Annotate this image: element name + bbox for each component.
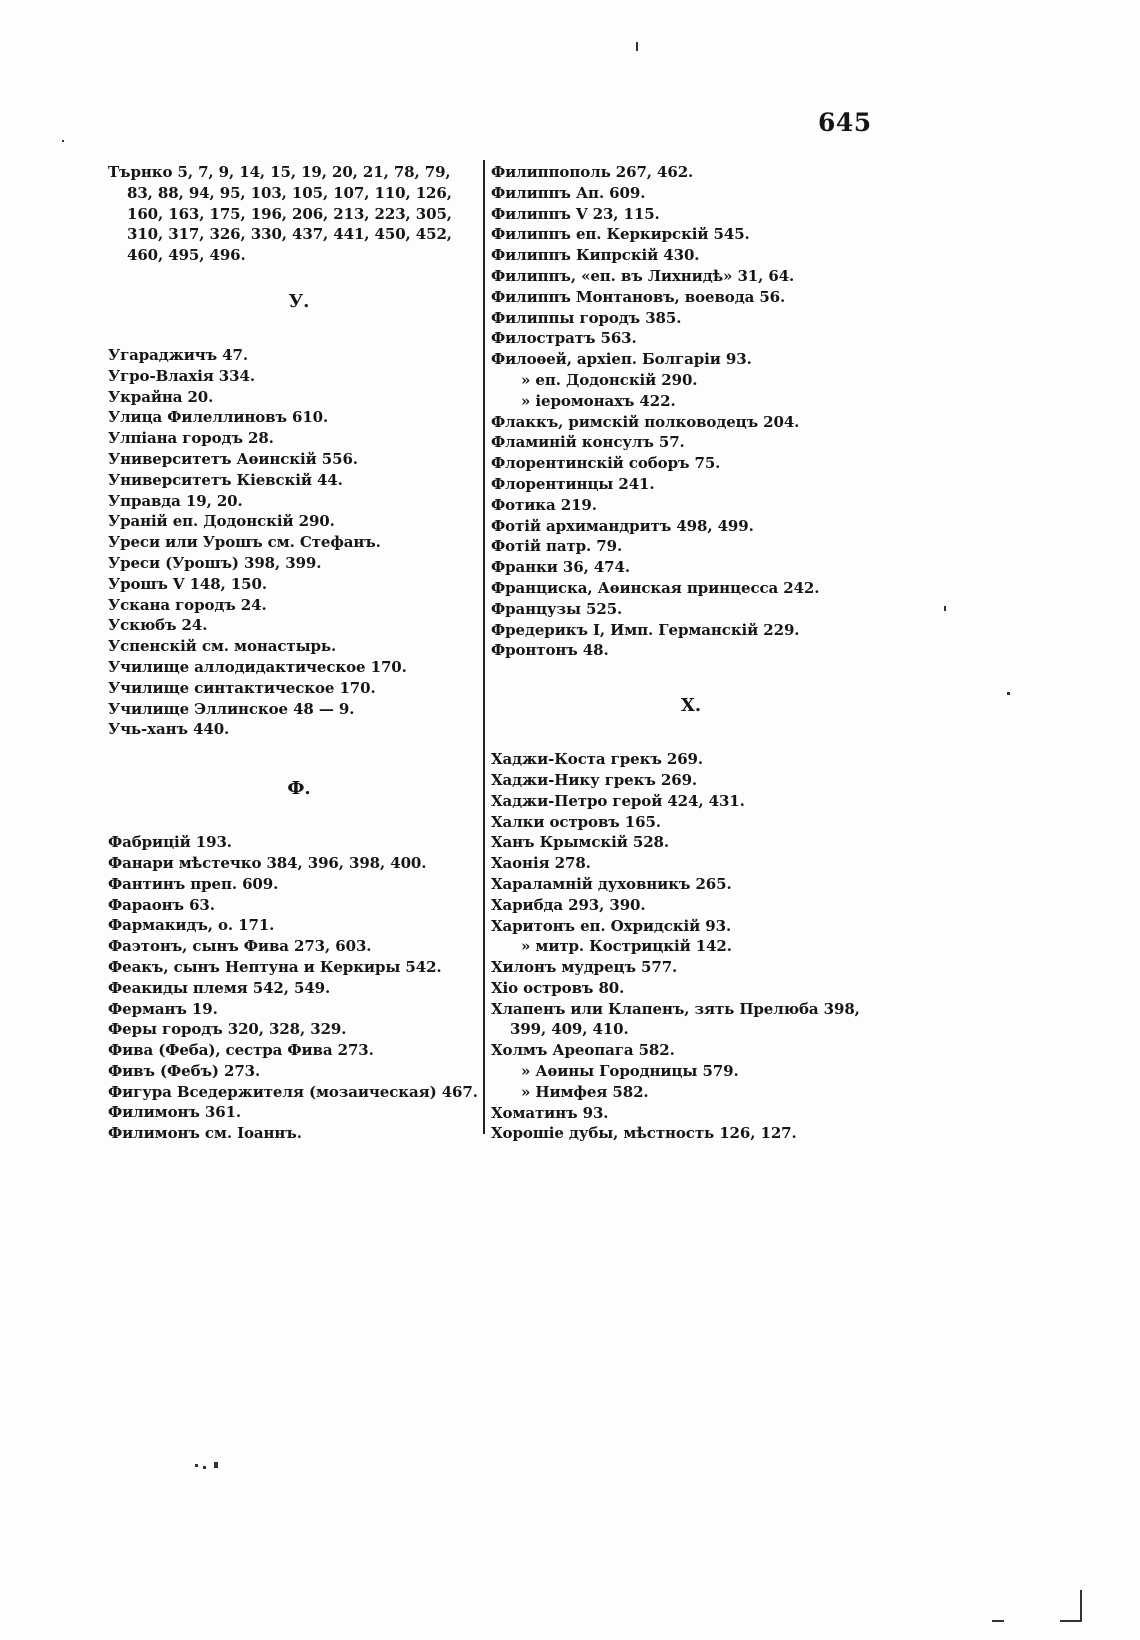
- index-entry-text: Халки островъ 165.: [491, 812, 661, 831]
- index-entry-text: Флорентинцы 241.: [491, 474, 655, 493]
- index-entry: [108, 407, 482, 428]
- index-entry: [491, 895, 891, 916]
- index-entry-text: Фигура Вседержителя (мозаическая) 467.: [108, 1082, 478, 1101]
- index-entry-text: Флаккъ, римскій полководецъ 204.: [491, 412, 800, 431]
- index-entry: [491, 749, 891, 770]
- index-entry-text: Фармакидъ, о. 171.: [108, 916, 275, 935]
- scan-speck: [1007, 692, 1010, 695]
- index-entry: [108, 1082, 482, 1103]
- index-entry-text: Хараламній духовникъ 265.: [491, 874, 732, 893]
- index-entry-text: Хлапенъ или Клапенъ, зять Прелюба 398,: [491, 999, 860, 1018]
- index-entry-text: Фантинъ преп. 609.: [108, 874, 279, 893]
- index-entry: [491, 812, 891, 833]
- index-entry: [108, 1061, 482, 1082]
- index-entry: [108, 387, 482, 408]
- index-entry-text: Филимонъ см. Іоаннъ.: [108, 1124, 302, 1143]
- index-entry: [491, 287, 891, 308]
- index-entry-text: Университетъ Аѳинскій 556.: [108, 449, 358, 468]
- index-entry: [108, 895, 482, 916]
- index-entry-text: Филиппъ Кипрскій 430.: [491, 246, 700, 265]
- right-intro-entries: [491, 162, 891, 661]
- index-entry: [491, 453, 891, 474]
- index-entry: [108, 915, 482, 936]
- scan-speck: [62, 140, 64, 142]
- index-entry-text: Хаджи-Петро герой 424, 431.: [491, 791, 745, 810]
- index-entry-text: » Нимфея 582.: [521, 1082, 649, 1101]
- index-entry-text: Флорентинскій соборъ 75.: [491, 454, 721, 473]
- index-entry: [491, 245, 891, 266]
- index-entry: [108, 511, 482, 532]
- index-entry-text: Французы 525.: [491, 599, 623, 618]
- index-entry-text: Хилонъ мудрецъ 577.: [491, 958, 678, 977]
- index-entry-text: Ханъ Крымскій 528.: [491, 833, 670, 852]
- index-entry-text: Хаджи-Коста грекъ 269.: [491, 750, 703, 769]
- index-entry: [491, 224, 891, 245]
- index-entry-text: Филиппополь 267, 462.: [491, 163, 694, 181]
- index-entry: [108, 699, 482, 720]
- index-entry: [491, 957, 891, 978]
- section-u-entries: [108, 345, 482, 740]
- index-entry-continuation: 160, 163, 175, 196, 206, 213, 223, 305,: [127, 204, 452, 223]
- index-entry-text: Уреси (Урошъ) 398, 399.: [108, 553, 322, 572]
- index-entry-text: Търнко 5, 7, 9, 14, 15, 19, 20, 21, 78, 79,: [108, 163, 451, 181]
- index-entry: [491, 770, 891, 791]
- index-entry: [108, 1040, 482, 1061]
- index-entry: [108, 874, 482, 895]
- page-number: 645: [818, 108, 872, 137]
- index-entry-text: Угро-Влахія 334.: [108, 366, 255, 385]
- index-entry-text: Хаонія 278.: [491, 854, 591, 873]
- section-letter-f: Ф.: [287, 778, 311, 800]
- index-entry: [491, 1123, 891, 1144]
- index-entry-text: Улпіана городъ 28.: [108, 429, 274, 448]
- index-entry-text: Хіо островъ 80.: [491, 978, 625, 997]
- scan-speck: [195, 1464, 198, 1467]
- index-entry: [108, 1102, 482, 1123]
- index-subentry: [491, 1061, 891, 1082]
- index-entry: [108, 853, 482, 874]
- section-letter-u: У.: [288, 290, 310, 312]
- index-entry: [491, 874, 891, 895]
- index-entry: [491, 620, 891, 641]
- index-entry-text: Ферманъ 19.: [108, 999, 218, 1018]
- index-entry: [108, 636, 482, 657]
- index-entry: [491, 578, 891, 599]
- index-entry-text: Фабрицій 193.: [108, 833, 232, 852]
- index-entry: [108, 595, 482, 616]
- index-entry-text: Филоѳей, архіеп. Болгаріи 93.: [491, 350, 752, 369]
- index-entry: [491, 349, 891, 370]
- index-entry-text: Фредерикъ I, Имп. Германскій 229.: [491, 620, 800, 639]
- index-entry: [108, 615, 482, 636]
- index-entry: [491, 536, 891, 557]
- index-entry: [491, 916, 891, 937]
- index-entry: [108, 470, 482, 491]
- index-entry: [108, 719, 482, 740]
- index-entry-text: Хорошіе дубы, мѣстность 126, 127.: [491, 1124, 797, 1143]
- scan-speck: [944, 606, 946, 611]
- index-entry: [108, 428, 482, 449]
- index-entry: [491, 999, 891, 1041]
- scan-speck: [1080, 1590, 1082, 1620]
- index-entry-text: Холмъ Ареопага 582.: [491, 1041, 675, 1060]
- index-entry-text: Филимонъ 361.: [108, 1103, 242, 1122]
- scan-speck: [214, 1462, 218, 1468]
- index-entry-text: Хоматинъ 93.: [491, 1103, 609, 1122]
- index-entry: [108, 449, 482, 470]
- index-entry: [491, 183, 891, 204]
- index-entry-text: Харитонъ еп. Охридскій 93.: [491, 916, 732, 935]
- index-entry-text: » іеромонахъ 422.: [521, 391, 676, 410]
- index-subentry: [491, 391, 891, 412]
- index-entry: [491, 516, 891, 537]
- index-entry: [491, 1103, 891, 1124]
- index-entry-text: Харибда 293, 390.: [491, 895, 646, 914]
- index-entry-text: Фламиній консулъ 57.: [491, 433, 685, 452]
- index-entry-text: » еп. Додонскій 290.: [521, 370, 698, 389]
- index-entry: [491, 162, 891, 183]
- index-entry: [108, 366, 482, 387]
- index-entry: [491, 328, 891, 349]
- index-entry-text: » митр. Кострицкій 142.: [521, 937, 732, 956]
- index-entry-text: Филиппъ V 23, 115.: [491, 204, 660, 223]
- index-entry: [491, 1040, 891, 1061]
- index-entry-text: Угараджичъ 47.: [108, 345, 248, 364]
- index-entry-text: Фивъ (Фебъ) 273.: [108, 1061, 261, 1080]
- index-entry-text: Фронтонъ 48.: [491, 641, 609, 660]
- index-entry-text: Феакиды племя 542, 549.: [108, 978, 331, 997]
- index-entry-text: Учь-ханъ 440.: [108, 720, 230, 739]
- index-entry-continuation: 310, 317, 326, 330, 437, 441, 450, 452,: [127, 225, 452, 244]
- index-entry: [108, 574, 482, 595]
- index-entry: [108, 999, 482, 1020]
- index-entry-text: Филиппъ Монтановъ, воевода 56.: [491, 287, 786, 306]
- index-subentry: [491, 1082, 891, 1103]
- section-letter-kh: Х.: [680, 695, 702, 717]
- index-entry-text: Училище синтактическое 170.: [108, 678, 376, 697]
- index-entry-continuation: 83, 88, 94, 95, 103, 105, 107, 110, 126,: [127, 183, 452, 202]
- index-entry-continuation: 399, 409, 410.: [510, 1020, 629, 1039]
- index-entry: [491, 832, 891, 853]
- index-entry-text: Феакъ, сынъ Нептуна и Керкиры 542.: [108, 957, 442, 976]
- index-entry: [491, 978, 891, 999]
- index-entry-text: Филиппы городъ 385.: [491, 308, 682, 327]
- scan-speck: [992, 1620, 1004, 1622]
- index-entry: [108, 657, 482, 678]
- column-divider: [483, 160, 485, 1134]
- scan-speck: [1060, 1620, 1082, 1622]
- index-entry: [108, 978, 482, 999]
- index-entry: [491, 495, 891, 516]
- index-entry: [108, 553, 482, 574]
- index-entry: [491, 308, 891, 329]
- index-entry-text: Украйна 20.: [108, 387, 214, 406]
- index-entry-text: Феры городъ 320, 328, 329.: [108, 1020, 347, 1039]
- index-entry-text: Фотій патр. 79.: [491, 537, 623, 556]
- index-entry-text: Управда 19, 20.: [108, 491, 243, 510]
- index-entry-text: Урошъ V 148, 150.: [108, 574, 267, 593]
- index-subentry: [491, 370, 891, 391]
- index-entry: [491, 266, 891, 287]
- index-entry-text: Ускана городъ 24.: [108, 595, 267, 614]
- index-entry: [491, 557, 891, 578]
- index-entry-text: Ураній еп. Додонскій 290.: [108, 512, 335, 531]
- index-subentry: [491, 936, 891, 957]
- scan-speck: [203, 1466, 206, 1469]
- index-entry-text: » Аѳины Городницы 579.: [521, 1062, 739, 1081]
- index-entry-text: Филиппъ Ап. 609.: [491, 183, 646, 202]
- scan-speck: [636, 42, 638, 51]
- index-entry-text: Филостратъ 563.: [491, 329, 637, 348]
- index-entry-text: Франки 36, 474.: [491, 558, 630, 577]
- index-entry-text: Фива (Феба), сестра Фива 273.: [108, 1041, 374, 1060]
- index-entry-text: Училище Эллинское 48 — 9.: [108, 699, 355, 718]
- index-entry-text: Фараонъ 63.: [108, 895, 215, 914]
- left-column: [108, 162, 482, 1144]
- index-entry: [108, 491, 482, 512]
- index-entry: [491, 204, 891, 225]
- index-entry-text: Ускюбъ 24.: [108, 616, 208, 635]
- index-entry-text: Филиппъ, «еп. въ Лихнидѣ» 31, 64.: [491, 266, 795, 285]
- index-entry-text: Фотій архимандритъ 498, 499.: [491, 516, 754, 535]
- index-entry: [491, 599, 891, 620]
- index-entry-text: Уреси или Урошъ см. Стефанъ.: [108, 533, 381, 552]
- index-entry: [108, 1019, 482, 1040]
- index-entry-text: Хаджи-Нику грекъ 269.: [491, 770, 698, 789]
- index-entry: [491, 853, 891, 874]
- index-entry: [491, 474, 891, 495]
- index-entry-text: Франциска, Аѳинская принцесса 242.: [491, 578, 820, 597]
- section-kh-entries: [491, 749, 891, 1144]
- index-entry: [491, 412, 891, 433]
- index-entry: [108, 345, 482, 366]
- index-entry: [108, 162, 482, 266]
- index-entry-text: Училище аллодидактическое 170.: [108, 657, 407, 676]
- index-entry: [491, 432, 891, 453]
- index-entry-text: Улица Филеллиновъ 610.: [108, 408, 329, 427]
- index-entry-text: Фанари мѣстечко 384, 396, 398, 400.: [108, 853, 427, 872]
- index-entry: [108, 936, 482, 957]
- index-entry: [491, 791, 891, 812]
- index-entry-text: Фаэтонъ, сынъ Фива 273, 603.: [108, 937, 372, 956]
- index-entry-text: Успенскій см. монастырь.: [108, 637, 337, 656]
- index-entry: [491, 640, 891, 661]
- index-entry: [108, 1123, 482, 1144]
- index-entry-continuation: 460, 495, 496.: [127, 246, 246, 265]
- index-entry: [108, 678, 482, 699]
- index-entry-text: Фотика 219.: [491, 495, 597, 514]
- section-f-entries: [108, 832, 482, 1144]
- index-entry: [108, 832, 482, 853]
- index-entry-text: Филиппъ еп. Керкирскій 545.: [491, 225, 750, 244]
- left-intro-entries: [108, 162, 482, 266]
- right-column: [491, 162, 891, 1144]
- index-entry: [108, 957, 482, 978]
- index-entry: [108, 532, 482, 553]
- index-entry-text: Университетъ Кіевскій 44.: [108, 470, 343, 489]
